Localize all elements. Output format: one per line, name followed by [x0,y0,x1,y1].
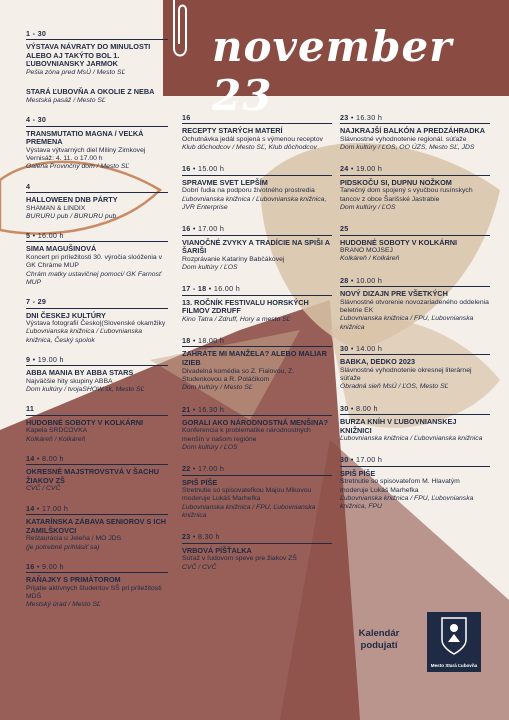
event-place: Ľubovnianska knižnica / FPU, Ľubovnianska knižnica [340,315,474,331]
calendar-label: Kalendár podujatí [358,628,400,651]
event-name: VIANOČNÉ ZVYKY A TRADÍCIE NA SPIŠI A ŠARIŠI [182,237,330,256]
event-name: SPIŠ PÍŠE [340,468,376,478]
event-description: Výstava fotografií Česko|(Slovenské okamžiky [26,320,166,328]
event-place: Dom kultúry / ĽOS [182,443,238,451]
event-place: Kolkáreň / Kolkáreň [26,435,86,443]
event-name: GORALI AKO NÁRODNOSTNÁ MENŠINA? [182,417,329,427]
coat-of-arms-icon [427,612,481,658]
event-place: Obradná sieň MsÚ / ĽOS, Mesto SĽ [340,383,449,391]
event-name: RECEPTY STARÝCH MATERÍ [182,126,283,136]
event-time: • 17.00 h [350,455,383,465]
event-time: • 16.00 h [208,284,240,294]
event-name: NOVÝ DIZAJN PRE VŠETKÝCH [340,289,448,299]
event-date [340,277,490,287]
event-name: ABBA MANIA BY ABBA STARS [26,368,134,378]
event-place: Ľubovnianska knižnica / FPU, Ľubovnianska knižnica [182,503,316,520]
event-place: Galéria Provinčný dom / Mesto SĽ [26,163,130,171]
event-place: CVČ / CVČ [26,485,61,493]
event-time: • 8.30 h [192,532,220,542]
event-date-text: 17 - 18 [182,284,207,294]
event-place: Ľubovnianska knižnica / Ľubovnianska knižnica [340,435,483,443]
event-date [340,114,490,124]
event-date [182,465,332,475]
event-item [26,116,168,171]
event-item [182,337,332,392]
event-date-text: 7 - 29 [26,297,47,307]
event-name: DNI ČESKEJ KULTÚRY [26,310,106,320]
event-description: Koncert pri príležitosti 30. výročia sloóženia v GK Chráme MUP [26,254,162,270]
event-date-text: 21 [182,404,191,414]
event-description: Stretnutie so spisovateľom M. Hlavatým moderuje Lukáš Marhefka [340,478,460,494]
event-description: Ochutnávka jedál spojená s výmenou receptov [182,135,323,143]
event-item [26,232,168,287]
event-date-text: 14 [26,503,35,513]
event-date [182,285,332,295]
event-place: BURURU pub / BURURU pub [26,212,117,220]
event-name: SPRAVME SVET LEPŠÍM [182,177,268,187]
event-date-text: 4 [26,181,31,191]
event-date [26,298,168,308]
event-date [26,232,168,242]
event-date-text: 30 [340,403,349,413]
event-time: • 17.00 h [192,224,225,234]
event-item [182,285,332,324]
event-time: • 19.00 h [350,164,383,174]
event-time: • 17.00 h [36,503,69,513]
event-date-text: 18 [182,336,191,346]
event-description: Konferencia k problematike národnostných menšín v našom regióne [182,427,311,443]
event-date-text: 5 [26,231,31,241]
event-description: Slávnostné vyhodnotenie regionál. súťaže [340,135,467,143]
event-name: 13. ROČNÍK FESTIVALU HORSKÝCH FILMOV ZDRUFF [182,297,309,316]
event-date-text: 16 [26,561,35,571]
event-date [182,114,332,124]
event-name: VÝSTAVA NÁVRATY DO MINULOSTI ALEBO AJ TAKÝTO BOL 1. ĽUBOVNIANSKY JARMOK [26,42,151,69]
event-date [182,165,332,175]
logo-text: Mesto Stará Ľubovňa [430,663,478,668]
event-time: • 16.00 h [32,231,64,241]
event-date-text: 23 [182,532,191,542]
event-date-text: 1 - 30 [26,29,47,38]
event-item [340,225,490,263]
event-description: Stretnutie so spisovateľkou Majou Mikovou moderuje Lukáš Marhefka [182,487,312,503]
event-place: Pešia zóna pred MsÚ / Mesto SĽ [26,69,126,77]
event-date-text: 14 [26,453,35,463]
event-name: HUDOBNÉ SOBOTY V KOLKÁRNI [340,237,458,247]
event-place: Kino Tatra / Zdruff, Hory a mesto SĽ [182,315,291,323]
event-date [26,405,168,415]
event-date-text: 11 [26,404,35,414]
event-time: • 19.00 h [32,354,64,364]
events-column-1 [26,30,168,621]
event-name: STARÁ ĽUBOVŇA A OKOLIE Z NEBA [26,87,155,97]
event-place: Kolkáreň / Kolkáreň [340,255,400,263]
event-item [340,456,490,511]
event-name: RAŇAJKY S PRIMÁTOROM [26,575,121,585]
event-item [340,345,490,392]
event-item [26,405,168,443]
event-date [182,406,332,416]
event-description: Reštaurácia u Jeleňa / MO JDS [26,535,122,543]
event-place: Mestský úrad / Mesto SĽ [26,601,101,609]
event-place: CVČ / CVČ [182,563,217,571]
event-date-text: 16 [182,164,191,174]
event-item [26,455,168,494]
event-date [26,30,168,40]
event-date-text: 25 [340,224,349,234]
event-date-text: 16 [182,224,191,234]
event-name: HALLOWEEN DNB PÁRTY [26,194,118,204]
event-time: • 16.30 h [192,404,225,414]
event-date [26,356,168,366]
event-date-text: 30 [340,455,349,465]
events-column-2 [182,114,332,585]
event-description: Kapela SRDCOVKA [26,427,88,435]
event-date [340,456,490,466]
event-date [340,345,490,355]
event-name: PIDSKOČU SI, DUPNU NOŽKOM [340,177,452,187]
event-description: Slávnostné vyhodnotenie okresnej literárnej súťaže [340,366,472,383]
event-time: • 8.00 h [36,453,64,463]
event-description: Súťaž v ľudovom speve pre žiakov ZŠ [182,555,297,563]
event-date [26,455,168,465]
event-place: Ľubovnianska knižnica / FPU, Ľubovnianska knižnica, FPU [340,494,474,511]
event-place: Dom kultúry / ĽOS, OO ÚZS, Mesto SĽ, JDS [340,144,475,152]
event-name: KATARÍNSKA ZÁBAVA SENIOROV S ICH ZAMILŠKOVCI [26,517,166,535]
event-date [340,165,490,175]
event-place: Dom kultúry / ĽOS [182,264,238,272]
event-place: Dom kultúry / Mesto SĽ [182,384,253,392]
event-place: Mestská pasáž / Mesto SĽ [26,96,106,104]
event-date-text: 16 [182,113,191,122]
event-item [340,114,490,152]
event-place: Dom kultúry / tvojaSHOW.sk, Mesto SĽ [26,386,145,394]
event-date-text: 9 [26,354,31,364]
event-item [182,165,332,212]
event-place: (je potrebné prihlásiť sa) [26,543,100,551]
event-time: • 8.00 h [350,403,378,413]
event-item [26,30,168,77]
event-description: Výstava výtvarných diel Miliny Zimkovej Vernisáž: 4. 11. o 17.00 h [26,146,146,163]
event-item [340,277,490,332]
event-description: Najväčšie hity skupiny ABBA [26,377,113,385]
event-place: Klub dôchodcov / Mesto SĽ, Klub dôchodcov [182,144,317,152]
event-date-text: 4 - 30 [26,115,47,125]
event-date [26,183,168,193]
events-column-3 [340,114,490,524]
event-date-text: 23 [340,113,349,122]
event-description: Rozprávanie Kataríny Babčákovej [182,255,285,263]
event-place: Dom kultúry / ĽOS [340,203,396,211]
event-item [26,88,168,105]
event-date-text: 28 [340,275,349,285]
event-time: • 15.00 h [192,164,225,174]
event-description: Tanečný dom spojený s výučbou rusínskych tancov z obce Šarišské Jastrabie [340,187,473,203]
event-date [26,116,168,126]
event-name: VRBOVÁ PÍŠŤALKA [182,545,252,555]
event-time: • 17.00 h [192,464,225,474]
event-name: BABKA, DEDKO 2023 [340,357,416,367]
event-date [182,337,332,347]
event-time: • 18.00 h [192,336,225,346]
event-item [340,405,490,444]
event-name: SPIŠ PÍŠE [182,477,218,487]
event-item [182,406,332,453]
event-place: Chrám matky ustavičnej pomoci/ GK Farnosť MUP [26,270,162,286]
event-item [182,114,332,152]
event-item [26,563,168,610]
city-logo [427,612,481,672]
event-description: BRANO MOJSEJ [340,247,393,255]
event-description: Prijatie aktívnych študentov SŠ pri príležitosti MDŠ [26,584,162,600]
event-date-text: 30 [340,343,349,353]
event-item [26,356,168,394]
event-place: Ľubovnianska knižnica / Ľubovnianska knižnica, Český spolok [26,328,143,344]
paperclip-icon [166,0,192,64]
event-item [26,505,168,552]
event-date [182,533,332,543]
page-title: november 23 [212,22,453,120]
event-description: Divadelná komédia so Z. Fialovou, Z. Studenkovou a R. Poláčikom [182,367,295,383]
event-item [340,165,490,212]
event-date [340,225,490,235]
event-name: TRANSMUTATIO MAGNA / VEĽKÁ PREMENA [26,128,144,147]
event-name: SIMA MAGUŠINOVÁ [26,244,97,254]
event-date [182,225,332,235]
event-time: • 16.30 h [350,113,383,122]
event-item [182,533,332,571]
event-description: SHAMAN & LINDIX [26,204,86,212]
event-description: Slávnostné otvorenie novozariadeného oddelenia beletrie EK [340,298,489,314]
event-name: OKRESNÉ MAJSTROVSTVÁ V ŠACHU ŽIAKOV ZŠ [26,467,159,485]
event-date-text: 22 [182,464,191,474]
event-date [26,505,168,515]
event-item [182,225,332,272]
event-date-text: 24 [340,164,349,174]
event-place: Ľubovnianska knižnica / Ľubovnianska knižnica, JVR Enterprise [182,195,327,211]
event-time: • 10.00 h [350,275,383,285]
event-time: • 9.00 h [36,561,64,571]
event-name: ZAHRÁTE MI MANŽELA? ALEBO MALIAR IZIEB [182,349,327,368]
event-description: Dobrí ľudia na podporu životného prostredia [182,187,315,195]
event-name: NAJKRAJŠÍ BALKÓN A PREDZÁHRADKA [340,126,485,136]
event-name: HUDOBNÉ SOBOTY V KOLKÁRNI [26,417,144,427]
event-name: BURZA KNÍH V ĽUBOVNIANSKEJ KNIŽNICI [340,416,457,435]
event-item [26,183,168,221]
event-date [340,405,490,415]
event-date [26,563,168,573]
event-item [182,465,332,520]
event-item [26,298,168,345]
event-time: • 14.00 h [350,343,383,353]
